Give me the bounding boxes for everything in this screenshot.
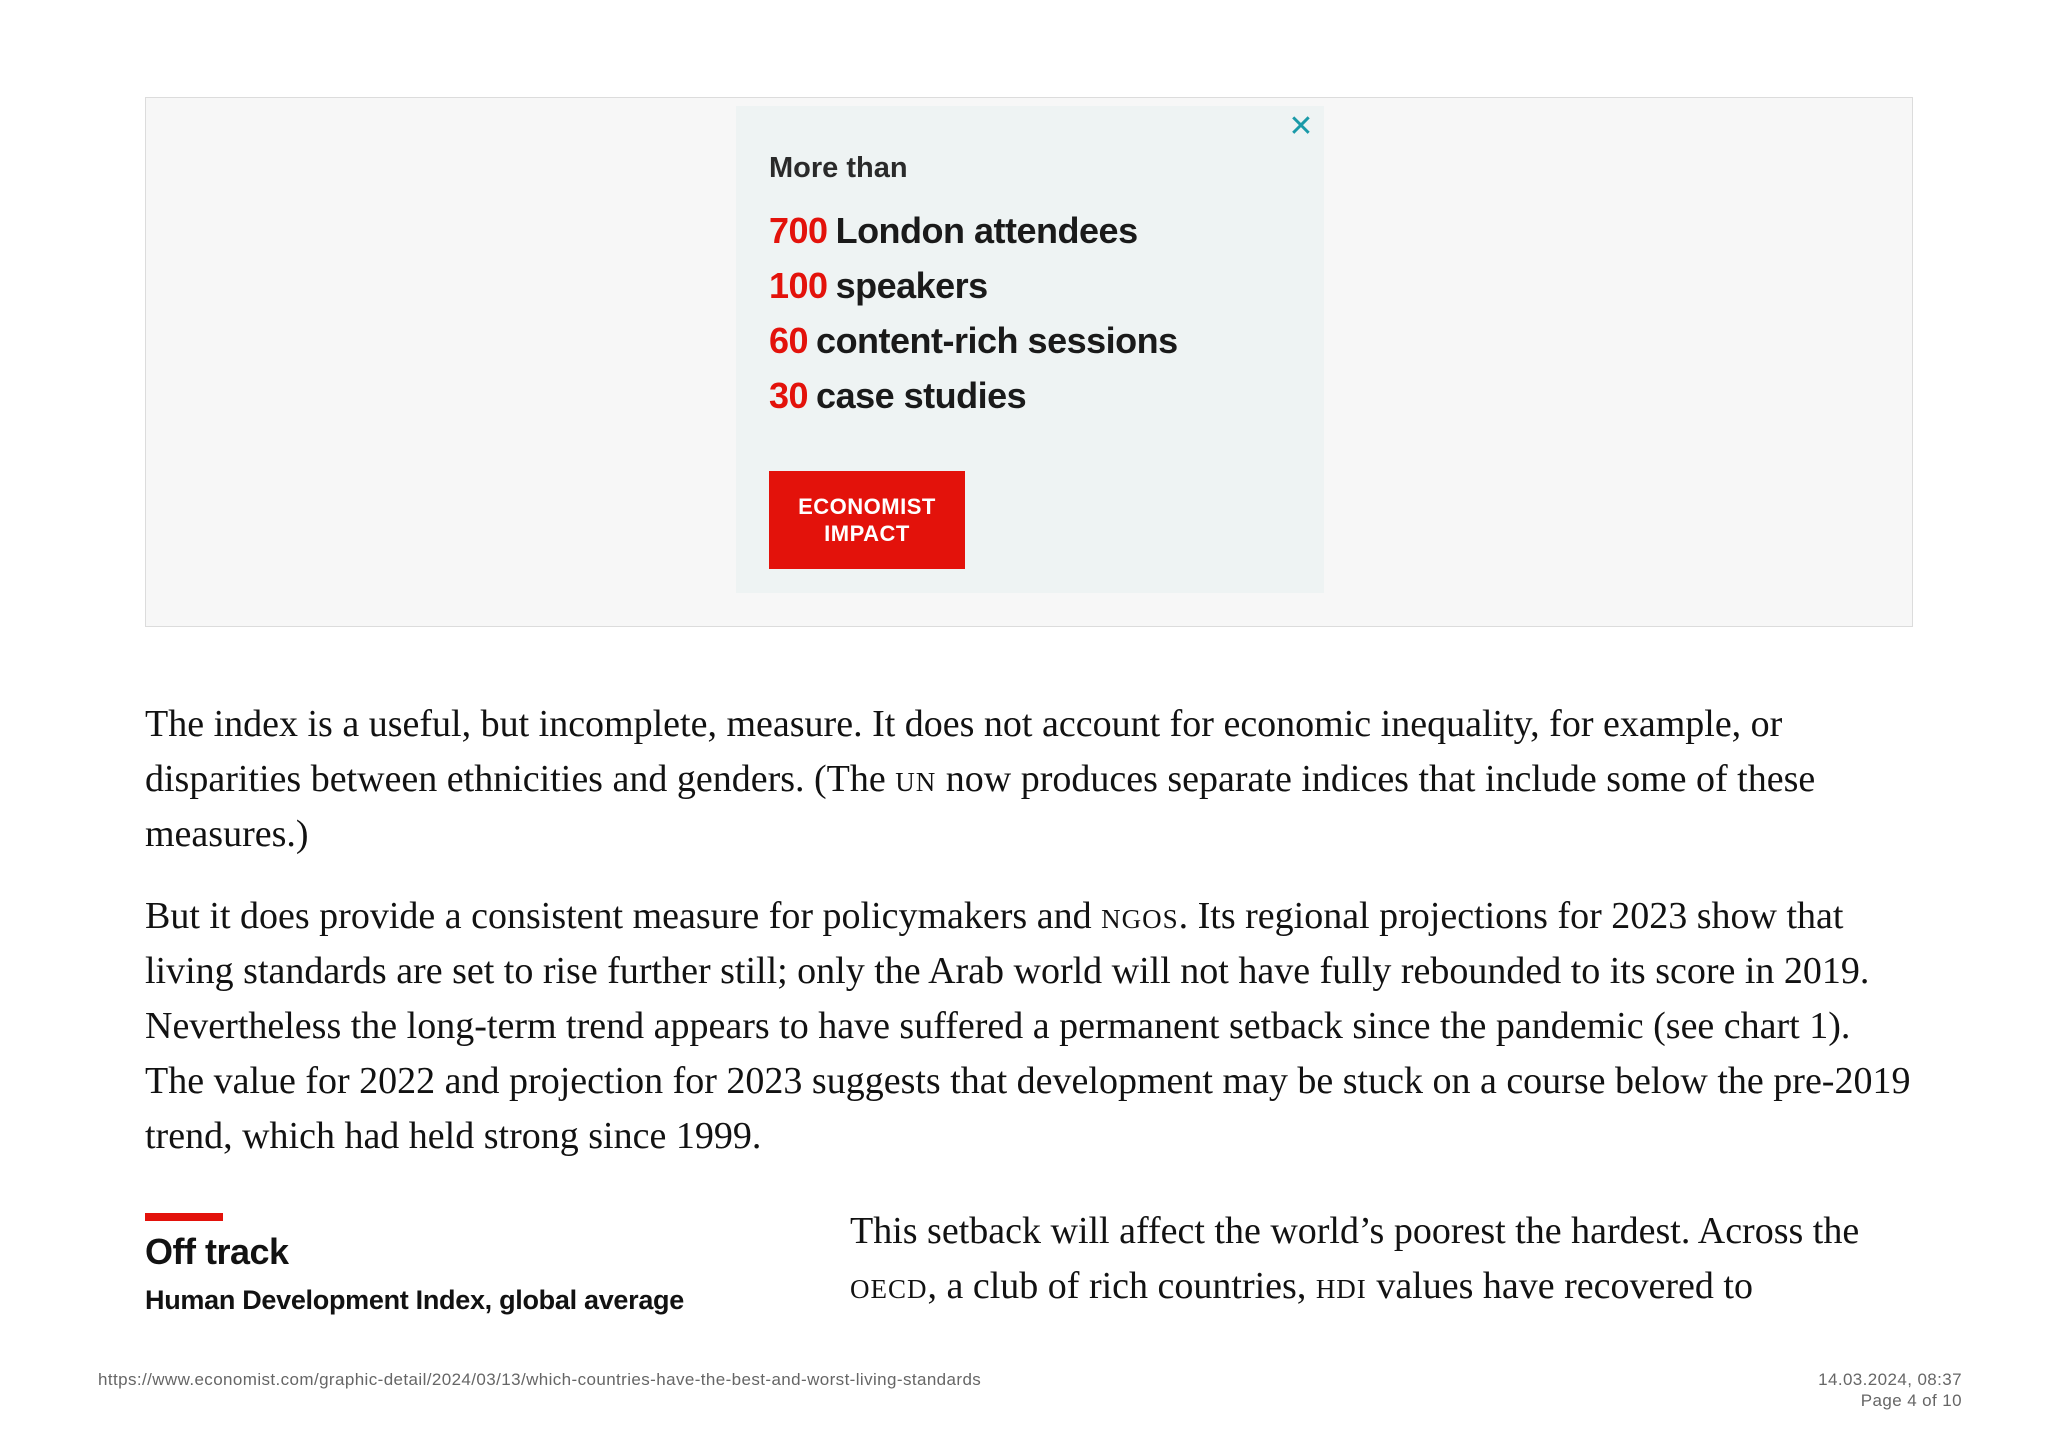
ad-stats-list bbox=[769, 203, 1178, 423]
ad-stat-sessions bbox=[769, 313, 1178, 368]
abbreviation-ngos: ngos bbox=[1101, 895, 1179, 937]
abbreviation-un: un bbox=[895, 758, 937, 800]
ad-stat-attendees bbox=[769, 203, 1178, 258]
page-bottom-margin bbox=[0, 1333, 2048, 1448]
paragraph-text: The index is a useful, but incomplete, measure. It does not account for economic inequality, for example, or disparities between ethnicities and genders. (The bbox=[145, 703, 1783, 800]
paragraph-text: This setback will affect the world’s poorest the hardest. Across the bbox=[850, 1210, 1860, 1252]
close-icon[interactable]: ✕ bbox=[1288, 109, 1314, 144]
ad-intro-text: More than bbox=[769, 152, 908, 184]
article-side-paragraph bbox=[850, 1204, 1920, 1332]
ad-stat-number: 60 bbox=[769, 320, 809, 361]
ad-stat-number: 700 bbox=[769, 210, 828, 251]
logo-line-2: IMPACT bbox=[824, 521, 910, 546]
chart-accent-bar bbox=[145, 1213, 223, 1221]
abbreviation-oecd: oecd bbox=[850, 1265, 928, 1307]
ad-stat-label: case studies bbox=[816, 375, 1027, 416]
article-body bbox=[145, 697, 1915, 1191]
ad-stat-case-studies bbox=[769, 368, 1178, 423]
paragraph-text: now produces separate indices that include some of these measures.) bbox=[145, 758, 1816, 855]
ad-stat-number: 30 bbox=[769, 375, 809, 416]
ad-banner[interactable] bbox=[736, 106, 1324, 593]
footer-url: https://www.economist.com/graphic-detail/2024/03/13/which-countries-have-the-best-and-worst-living-standards bbox=[98, 1370, 982, 1389]
economist-impact-logo[interactable] bbox=[769, 471, 965, 569]
article-paragraph bbox=[145, 889, 1915, 1164]
ad-stat-number: 100 bbox=[769, 265, 828, 306]
ad-stat-label: content-rich sessions bbox=[816, 320, 1178, 361]
ad-stat-label: speakers bbox=[835, 265, 988, 306]
footer-meta bbox=[1818, 1369, 1962, 1411]
ad-stat-label: London attendees bbox=[835, 210, 1138, 251]
advertisement-frame bbox=[145, 97, 1913, 627]
ad-stat-speakers bbox=[769, 258, 1178, 313]
paragraph-text: But it does provide a consistent measure for policymakers and bbox=[145, 895, 1102, 937]
chart-subtitle: Human Development Index, global average bbox=[145, 1285, 684, 1315]
chart-title: Off track bbox=[145, 1231, 289, 1272]
abbreviation-hdi: hdi bbox=[1315, 1265, 1367, 1307]
page-number: Page 4 of 10 bbox=[1860, 1391, 1962, 1410]
paragraph-text: values have recovered to bbox=[1366, 1265, 1753, 1307]
paragraph-text: , a club of rich countries, bbox=[927, 1265, 1316, 1307]
print-datetime: 14.03.2024, 08:37 bbox=[1818, 1370, 1962, 1389]
article-paragraph bbox=[145, 697, 1915, 862]
paragraph-text: . Its regional projections for 2023 show that living standards are set to rise further still; only the Arab world will not have fully rebounded to its score in 2019. Nevertheless the long-term trend appears to have suffered a permanent setback since the pandemic (see chart 1). The value for 2022 and projection for 2023 suggests that development may be stuck on a course below the pre-2019 trend, which had held strong since 1999. bbox=[145, 895, 1911, 1157]
logo-line-1: ECONOMIST bbox=[798, 494, 936, 519]
chart-header bbox=[145, 1213, 725, 1333]
article-paragraph bbox=[850, 1204, 1920, 1314]
